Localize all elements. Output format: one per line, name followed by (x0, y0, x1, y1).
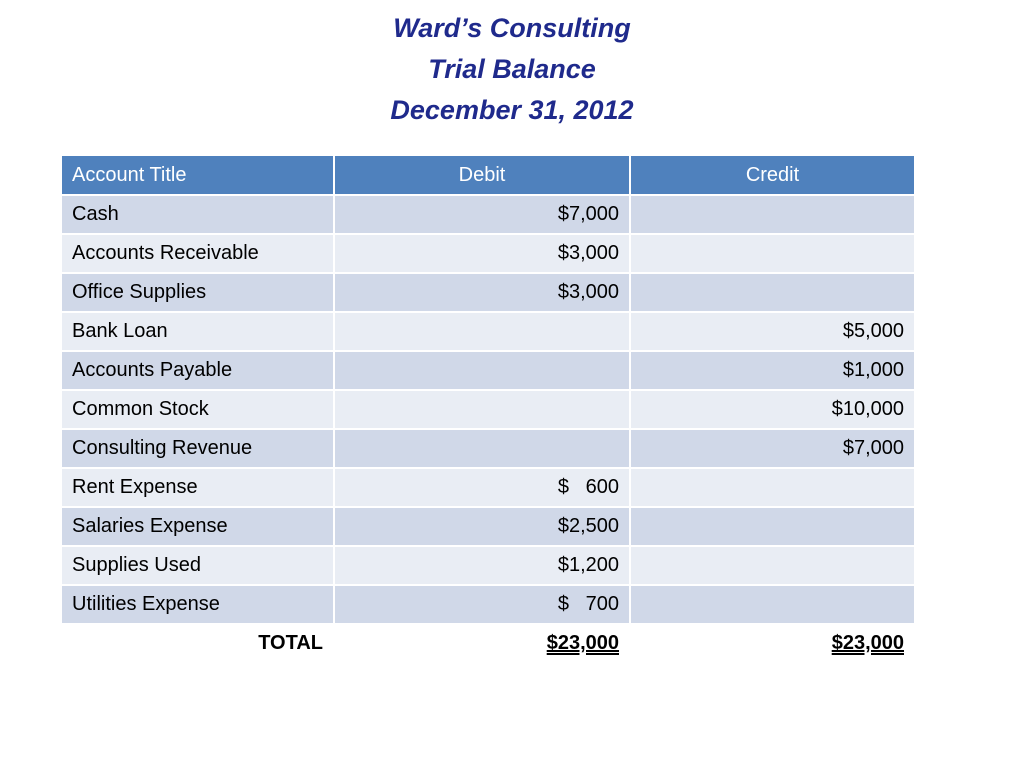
debit-cell (334, 312, 630, 351)
table-row (61, 390, 915, 429)
account-cell: Common Stock (61, 390, 334, 429)
account-cell: Bank Loan (61, 312, 334, 351)
table-row (61, 468, 915, 507)
table-row (61, 429, 915, 468)
table-row (61, 195, 915, 234)
total-credit: $23,000 (831, 632, 904, 654)
report-date: December 31, 2012 (390, 95, 634, 125)
credit-cell: $1,000 (630, 351, 915, 390)
table-row (61, 234, 915, 273)
total-label: TOTAL (61, 624, 334, 663)
credit-cell (630, 234, 915, 273)
debit-cell (334, 390, 630, 429)
company-name: Ward’s Consulting (393, 13, 631, 43)
header-debit: Debit (334, 155, 630, 195)
table-header-row (61, 155, 915, 195)
account-cell: Utilities Expense (61, 585, 334, 624)
debit-cell: $ 700 (334, 585, 630, 624)
account-cell: Supplies Used (61, 546, 334, 585)
account-cell: Salaries Expense (61, 507, 334, 546)
trial-balance-table (60, 154, 916, 664)
credit-cell (630, 273, 915, 312)
debit-cell (334, 429, 630, 468)
credit-cell (630, 468, 915, 507)
debit-cell: $7,000 (334, 195, 630, 234)
credit-cell: $10,000 (630, 390, 915, 429)
account-cell: Consulting Revenue (61, 429, 334, 468)
debit-cell: $3,000 (334, 273, 630, 312)
credit-cell: $5,000 (630, 312, 915, 351)
credit-cell (630, 546, 915, 585)
account-cell: Accounts Receivable (61, 234, 334, 273)
table-row (61, 507, 915, 546)
total-debit: $23,000 (546, 632, 619, 654)
total-credit-cell (630, 624, 915, 663)
table-row (61, 312, 915, 351)
table-row (61, 546, 915, 585)
table-row (61, 351, 915, 390)
debit-cell: $ 600 (334, 468, 630, 507)
total-row (61, 624, 915, 663)
header-credit: Credit (630, 155, 915, 195)
table-row (61, 273, 915, 312)
debit-cell: $1,200 (334, 546, 630, 585)
total-debit-cell (334, 624, 630, 663)
credit-cell (630, 195, 915, 234)
account-cell: Office Supplies (61, 273, 334, 312)
report-name: Trial Balance (428, 54, 596, 84)
debit-cell (334, 351, 630, 390)
title-block (0, 8, 1024, 131)
credit-cell (630, 507, 915, 546)
account-cell: Rent Expense (61, 468, 334, 507)
credit-cell (630, 585, 915, 624)
header-account-title: Account Title (61, 155, 334, 195)
debit-cell: $2,500 (334, 507, 630, 546)
debit-cell: $3,000 (334, 234, 630, 273)
account-cell: Accounts Payable (61, 351, 334, 390)
account-cell: Cash (61, 195, 334, 234)
credit-cell: $7,000 (630, 429, 915, 468)
table-row (61, 585, 915, 624)
